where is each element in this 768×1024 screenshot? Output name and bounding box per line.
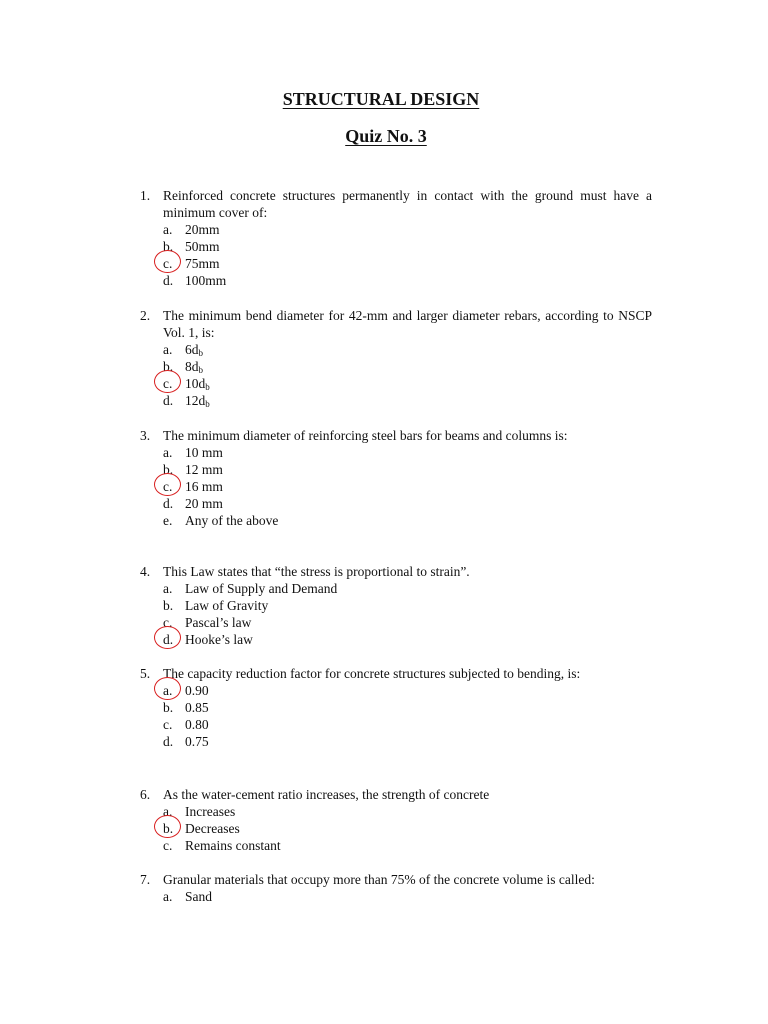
option-value: Remains constant xyxy=(185,838,281,853)
option-text xyxy=(185,682,209,699)
option-value: 100mm xyxy=(185,273,227,288)
option-item xyxy=(163,614,652,631)
option-letter: c. xyxy=(163,717,173,732)
option-letter: d. xyxy=(163,496,174,511)
question-stem xyxy=(140,786,652,803)
option-item xyxy=(163,512,652,529)
option-value: 75mm xyxy=(185,256,220,271)
option-value: Increases xyxy=(185,804,236,819)
option-text xyxy=(185,461,223,478)
answer-circle-mark xyxy=(154,677,181,700)
option-text xyxy=(185,597,268,614)
option-item xyxy=(163,392,652,409)
question-4 xyxy=(140,563,652,648)
option-letter: c. xyxy=(163,256,173,271)
option-value: Any of the above xyxy=(185,513,279,528)
question-number: 3. xyxy=(140,428,151,443)
option-letter: a. xyxy=(163,445,173,460)
document-title: STRUCTURAL DESIGN xyxy=(282,89,480,109)
option-letter: d. xyxy=(163,632,174,647)
option-value: 6d xyxy=(185,342,199,357)
option-letter: d. xyxy=(163,734,174,749)
option-item xyxy=(163,495,652,512)
option-subscript: b xyxy=(205,399,210,409)
question-text: As the water-cement ratio increases, the strength of concrete xyxy=(163,787,490,802)
option-letter: c. xyxy=(163,376,173,391)
question-text: This Law states that “the stress is proportional to strain”. xyxy=(163,564,470,579)
option-item xyxy=(163,597,652,614)
option-item xyxy=(163,888,652,905)
option-letter: b. xyxy=(163,700,174,715)
option-item xyxy=(163,478,652,495)
option-item xyxy=(163,631,652,648)
question-stem xyxy=(140,563,652,580)
question-number: 4. xyxy=(140,564,151,579)
question-7 xyxy=(140,871,652,905)
question-number: 6. xyxy=(140,787,151,802)
answer-circle-mark xyxy=(154,370,181,393)
option-item xyxy=(163,733,652,750)
option-item xyxy=(163,803,652,820)
option-letter: d. xyxy=(163,393,174,408)
option-value: Law of Supply and Demand xyxy=(185,581,338,596)
question-number: 5. xyxy=(140,666,151,681)
option-text xyxy=(185,478,223,495)
option-item xyxy=(163,461,652,478)
option-item xyxy=(163,341,652,358)
option-text xyxy=(185,444,223,461)
question-3 xyxy=(140,427,652,529)
question-5 xyxy=(140,665,652,750)
option-text xyxy=(185,631,253,648)
option-letter: a. xyxy=(163,683,173,698)
option-text xyxy=(185,716,209,733)
option-subscript: b xyxy=(205,382,210,392)
option-letter: c. xyxy=(163,838,173,853)
option-value: Hooke’s law xyxy=(185,632,253,647)
option-text xyxy=(185,820,240,837)
question-6 xyxy=(140,786,652,854)
option-value: 10 mm xyxy=(185,445,223,460)
option-letter: b. xyxy=(163,462,174,477)
option-text xyxy=(185,392,210,413)
option-list xyxy=(140,803,652,854)
option-list xyxy=(140,580,652,648)
option-value: 10d xyxy=(185,376,206,391)
option-list xyxy=(140,888,652,905)
option-item xyxy=(163,221,652,238)
option-text xyxy=(185,512,278,529)
option-letter: d. xyxy=(163,273,174,288)
option-value: Law of Gravity xyxy=(185,598,269,613)
option-item xyxy=(163,375,652,392)
option-text xyxy=(185,495,223,512)
option-text xyxy=(185,837,281,854)
answer-circle-mark xyxy=(154,815,181,838)
question-stem xyxy=(140,307,652,341)
question-text: The capacity reduction factor for concrete structures subjected to bending, is: xyxy=(163,666,581,681)
option-value: 20mm xyxy=(185,222,220,237)
option-item xyxy=(163,837,652,854)
option-text xyxy=(185,255,220,272)
option-list xyxy=(140,444,652,529)
option-letter: a. xyxy=(163,342,173,357)
option-letter: c. xyxy=(163,615,173,630)
question-stem xyxy=(140,871,652,888)
option-letter: e. xyxy=(163,513,173,528)
option-item xyxy=(163,255,652,272)
question-number: 2. xyxy=(140,308,151,323)
option-text xyxy=(185,238,220,255)
option-value: 50mm xyxy=(185,239,220,254)
option-value: 16 mm xyxy=(185,479,223,494)
question-1 xyxy=(140,187,652,289)
option-letter: a. xyxy=(163,222,173,237)
option-text xyxy=(185,733,209,750)
option-value: 12 mm xyxy=(185,462,223,477)
option-letter: a. xyxy=(163,804,173,819)
option-value: 0.75 xyxy=(185,734,209,749)
option-value: 8d xyxy=(185,359,199,374)
option-list xyxy=(140,341,652,409)
option-value: Decreases xyxy=(185,821,240,836)
option-item xyxy=(163,682,652,699)
option-text xyxy=(185,580,337,597)
option-list xyxy=(140,682,652,750)
option-value: 0.90 xyxy=(185,683,209,698)
document-subtitle: Quiz No. 3 xyxy=(345,126,427,146)
option-item xyxy=(163,238,652,255)
option-item xyxy=(163,444,652,461)
answer-circle-mark xyxy=(154,626,181,649)
option-subscript: b xyxy=(198,348,203,358)
question-text: The minimum bend diameter for 42-mm and larger diameter rebars, according to NSCP Vol. 1, is: xyxy=(163,308,652,340)
option-value: Sand xyxy=(185,889,212,904)
option-value: Pascal’s law xyxy=(185,615,252,630)
option-letter: b. xyxy=(163,821,174,836)
question-text: Granular materials that occupy more than 75% of the concrete volume is called: xyxy=(163,872,595,887)
option-item xyxy=(163,699,652,716)
option-text xyxy=(185,614,251,631)
option-text xyxy=(185,888,212,905)
option-value: 0.85 xyxy=(185,700,209,715)
option-list xyxy=(140,221,652,289)
option-text xyxy=(185,699,209,716)
option-letter: b. xyxy=(163,239,174,254)
question-text: The minimum diameter of reinforcing steel bars for beams and columns is: xyxy=(163,428,568,443)
question-stem xyxy=(140,427,652,444)
option-letter: c. xyxy=(163,479,173,494)
question-number: 1. xyxy=(140,188,151,203)
option-letter: a. xyxy=(163,581,173,596)
option-letter: a. xyxy=(163,889,173,904)
option-subscript: b xyxy=(198,365,203,375)
option-letter: b. xyxy=(163,359,174,374)
option-value: 20 mm xyxy=(185,496,223,511)
question-2 xyxy=(140,307,652,409)
option-item xyxy=(163,580,652,597)
option-item xyxy=(163,272,652,289)
option-text xyxy=(185,221,220,238)
option-text xyxy=(185,272,226,289)
option-letter: b. xyxy=(163,598,174,613)
option-item xyxy=(163,820,652,837)
question-text: Reinforced concrete structures permanently in contact with the ground must have a minimum cover of: xyxy=(163,188,652,220)
question-stem xyxy=(140,665,652,682)
question-number: 7. xyxy=(140,872,151,887)
answer-circle-mark xyxy=(154,473,181,496)
option-value: 0.80 xyxy=(185,717,209,732)
question-stem xyxy=(140,187,652,221)
answer-circle-mark xyxy=(154,250,181,273)
option-text xyxy=(185,803,235,820)
option-value: 12d xyxy=(185,393,206,408)
option-item xyxy=(163,358,652,375)
option-item xyxy=(163,716,652,733)
